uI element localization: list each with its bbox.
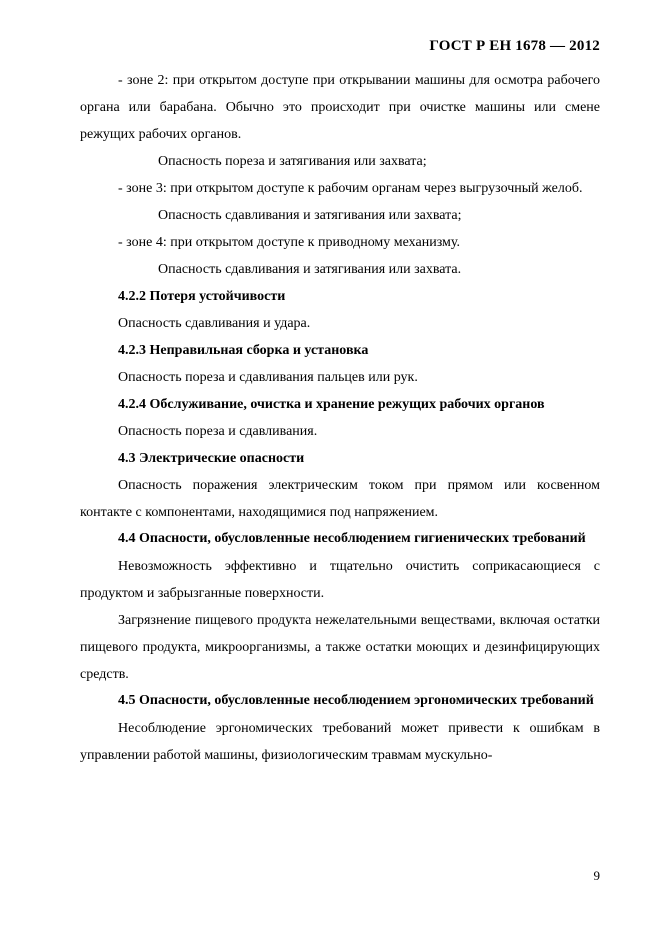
heading-4-2-2: 4.2.2 Потеря устойчивости [118, 289, 286, 304]
paragraph-4-4-b: Загрязнение пищевого продукта нежелательными веществами, включая остатки пищевого продукта, микроорганизмы, а также остатки моющих и дезинфицирующих средств. [80, 613, 600, 682]
heading-4-4: 4.4 Опасности, обусловленные несоблюдением гигиенических требований [118, 531, 586, 546]
heading-4-5: 4.5 Опасности, обусловленные несоблюдением эргономических требований [118, 693, 594, 708]
paragraph-zone-3: - зоне 3: при открытом доступе к рабочим органам через выгрузочный желоб. [118, 181, 583, 196]
heading-4-2-4: 4.2.4 Обслуживание, очистка и хранение режущих рабочих органов [118, 397, 545, 412]
paragraph-4-2-2: Опасность сдавливания и удара. [118, 316, 311, 331]
document-code-header: ГОСТ Р ЕН 1678 — 2012 [429, 38, 600, 54]
paragraph-4-3: Опасность поражения электрическим током при прямом или косвенном контакте с компонентами, находящимися под напряжением. [80, 478, 600, 520]
paragraph-4-5: Несоблюдение эргономических требований может привести к ошибкам в управлении работой машины, физиологическим травмам мускульно- [80, 721, 600, 763]
paragraph-zone-4: - зоне 4: при открытом доступе к приводному механизму. [118, 235, 460, 250]
hazard-zone-3: Опасность сдавливания и затягивания или захвата; [158, 208, 462, 223]
hazard-zone-4: Опасность сдавливания и затягивания или захвата. [158, 262, 462, 277]
paragraph-4-4-a: Невозможность эффективно и тщательно очистить соприкасающиеся с продуктом и забрызганные поверхности. [80, 559, 600, 601]
page-number: 9 [593, 868, 600, 883]
heading-4-3: 4.3 Электрические опасности [118, 451, 305, 466]
paragraph-4-2-4: Опасность пореза и сдавливания. [118, 424, 318, 439]
hazard-zone-2: Опасность пореза и затягивания или захвата; [158, 154, 427, 169]
document-body [80, 67, 600, 769]
heading-4-2-3: 4.2.3 Неправильная сборка и установка [118, 343, 369, 358]
paragraph-zone-2: - зоне 2: при открытом доступе при открывании машины для осмотра рабочего органа или барабана. Обычно это происходит при очистке машины или смене режущих рабочих органов. [80, 73, 600, 142]
paragraph-4-2-3: Опасность пореза и сдавливания пальцев или рук. [118, 370, 418, 385]
